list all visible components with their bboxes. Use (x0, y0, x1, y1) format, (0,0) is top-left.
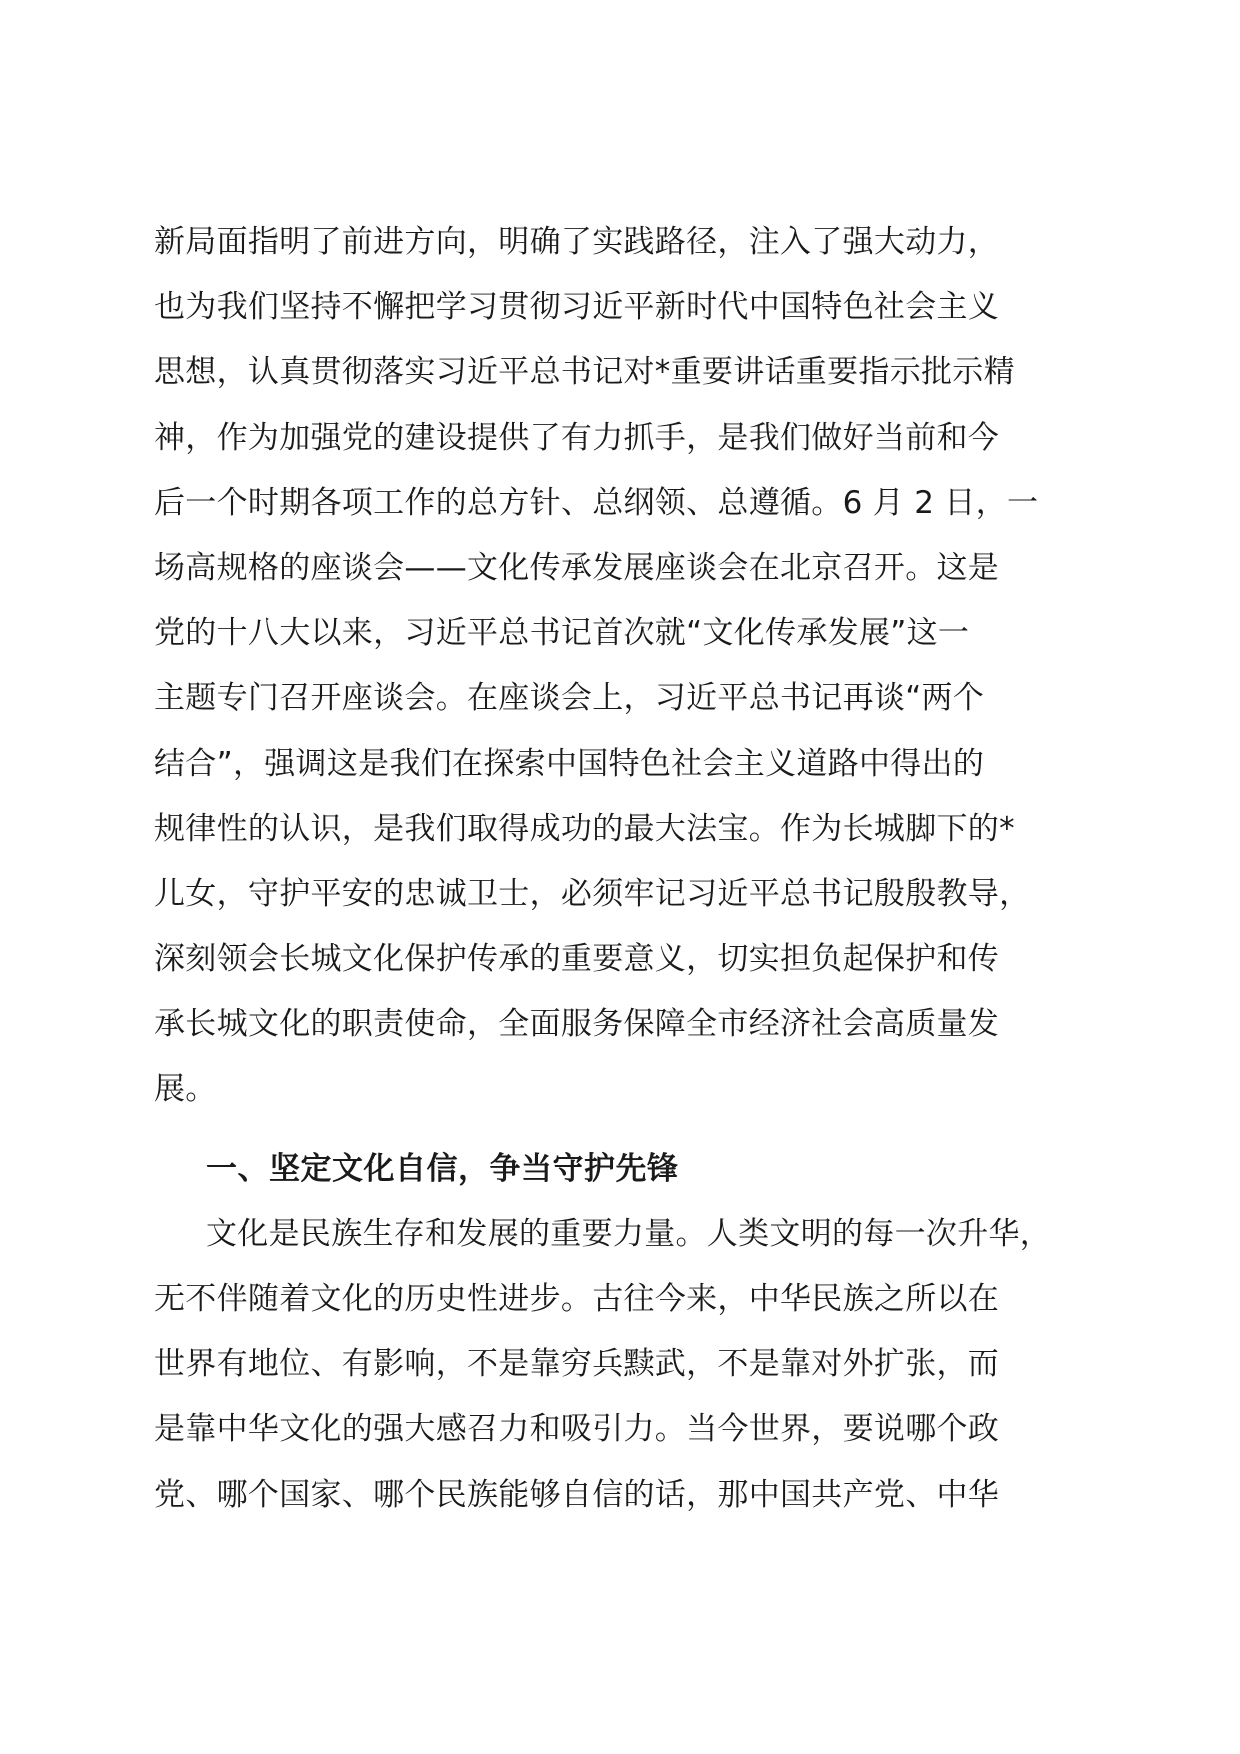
paragraph-line: 主题专门召开座谈会。在座谈会上，习近平总书记再谈“两个 (154, 680, 985, 717)
paragraph-line: 儿女，守护平安的忠诚卫士，必须牢记习近平总书记殷殷教导， (154, 875, 1031, 912)
document-body (154, 210, 1094, 1528)
paragraph-line: 也为我们坚持不懈把学习贯彻习近平新时代中国特色社会主义 (154, 289, 1000, 326)
paragraph-line: 后一个时期各项工作的总方针、总纲领、总遵循。6 月 2 日，一 (154, 484, 1039, 521)
paragraph-line: 无不伴随着文化的历史性进步。古往今来，中华民族之所以在 (154, 1281, 1000, 1317)
section-spacer (154, 1123, 1094, 1137)
paragraph-line: 展。 (154, 1071, 217, 1108)
section-heading: 一、坚定文化自信，争当守护先锋 (206, 1150, 679, 1187)
paragraph-line: 承长城文化的职责使命，全面服务保障全市经济社会高质量发 (154, 1006, 1000, 1043)
paragraph-line: 世界有地位、有影响，不是靠穷兵黩武，不是靠对外扩张，而 (154, 1346, 1000, 1383)
paragraph-line: 深刻领会长城文化保护传承的重要意义，切实担负起保护和传 (154, 941, 1000, 978)
paragraph-line: 神，作为加强党的建设提供了有力抓手，是我们做好当前和今 (154, 419, 1000, 456)
paragraph-line: 场高规格的座谈会——文化传承发展座谈会在北京召开。这是 (154, 549, 1000, 586)
section-1 (154, 1137, 1094, 1528)
paragraph-line: 党的十八大以来，习近平总书记首次就“文化传承发展”这一 (154, 615, 970, 652)
paragraph-line: 文化是民族生存和发展的重要力量。人类文明的每一次升华， (206, 1215, 1052, 1252)
paragraph-1 (154, 210, 1094, 1123)
paragraph-line: 规律性的认识，是我们取得成功的最大法宝。作为长城脚下的* (154, 810, 1015, 847)
paragraph-line: 是靠中华文化的强大感召力和吸引力。当今世界，要说哪个政 (154, 1411, 1000, 1448)
paragraph-line: 结合”，强调这是我们在探索中国特色社会主义道路中得出的 (154, 745, 985, 782)
paragraph-line: 党、哪个国家、哪个民族能够自信的话，那中国共产党、中华 (154, 1476, 1000, 1513)
paragraph-line: 思想，认真贯彻落实习近平总书记对*重要讲话重要指示批示精 (154, 354, 1015, 391)
paragraph-line: 新局面指明了前进方向，明确了实践路径，注入了强大动力， (154, 224, 1000, 260)
